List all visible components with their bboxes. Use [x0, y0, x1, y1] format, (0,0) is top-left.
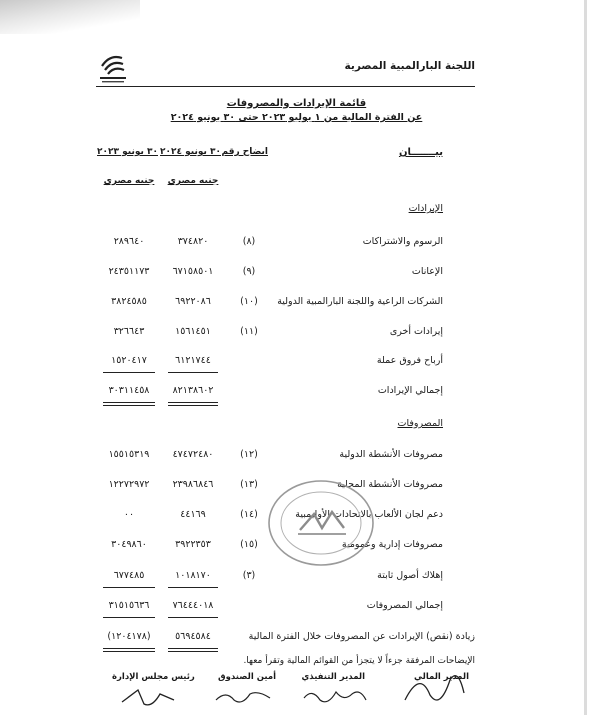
total-rule-2023: [103, 617, 155, 618]
signature-title-board-chairman: رئيس مجلس الإدارة: [112, 672, 195, 682]
signature-title-financial-manager: المدير المالي: [414, 672, 469, 682]
signature-mark-financial-manager: [400, 665, 470, 710]
column-header-statement: بيـــــــان: [398, 147, 443, 158]
column-header-2024: ٣٠ يونيو ٢٠٢٤: [160, 147, 221, 157]
header-rule: [96, 86, 475, 87]
currency-2023: جنيه مصري: [103, 176, 155, 186]
statement-period: عن الفترة المالية من ١ يوليو ٢٠٢٣ حتى ٣٠ يونيو ٢٠٢٤: [170, 112, 423, 123]
subtotal-rule-2023: [103, 587, 155, 588]
signature-title-treasurer: أمين الصندوق: [218, 672, 276, 682]
section-title-expenses: المصروفات: [397, 418, 443, 429]
statement-title: قائمة الإيرادات والمصروفات: [226, 98, 367, 109]
financial-statement-page: اللجنة البارالمبية المصرية قائمة الإيرادات والمصروفات عن الفترة المالية من ١ يوليو ٢٠٢٣ حتى ٣٠ يونيو ٢٠٢٤ بيـــــــان ايضاح رقم ٣٠ يونيو ٢٠٢٤ ٣٠ يونيو ٢٠٢٣ جنيه مصري جنيه مصري الإيرادات الرسوم والاشتراكات (٨) ٣٧٤٨٢٠ ٢٨٩٦٤٠ الإعانات (٩) ٦٧١٥٨٥٠١ ٢٤٣٥١١٧٣ الشركات الراعية واللجنة البارالمبية الدولية (١٠) ٦٩٢٢٠٨٦ ٣٨٢٤٥٨٥ إيرادات أخرى (١١) ١٥٦١٤٥١ ٣٢٦٦٤٣ أرباح فروق عملة ٦١٢١٧٤٤ ١٥٢٠٤١٧ إجمالي الإيرادات ٨٢١٣٨٦٠٢ ٣٠٣١١٤٥٨ المصروفات مصروفات الأنشطة الدولية (١٢) ٤٧٤٧٢٤٨٠ ١٥٥١٥٣١٩ مصروفات الأنشطة المحلية (١٣) ٢٣٩٨٦٨٤٦ ١٢٢٧٢٩٧٢ دعم لجان الألعاب بالاتحادات الأوليمبية (١٤) ٤٤١٦٩ ٠٠ مصروفات إدارية وعمومية (١٥) ٣٩٢٢٣٥٣ ٣٠٤٩٨٦٠ إهلاك أصول ثابتة (٣) ١٠١٨١٧٠ ٦٧٧٤٨٥ إجمالي المصروفات ٧٦٤٤٤٠١٨ ٣١٥١٥٦٣٦ زيادة (نقص) الإيرادات عن المصروفات خلال الفترة المالية ٥٦٩٤٥٨٤ (١٢٠٤١٧٨) الإيضاحات المرفقة جزءاً لا يتجزأ من القوائم المالية وتقرأ معها. المدير المالي المدير التنفيذي أمين الصندوق رئيس مجلس الإدارة: [0, 0, 593, 715]
signature-title-executive-manager: المدير التنفيذي: [301, 672, 365, 682]
signature-mark-board-chairman: [118, 684, 178, 710]
column-header-note: ايضاح رقم: [221, 147, 268, 157]
subtotal-rule-2024: [168, 372, 218, 373]
net-double-rule-2023: [103, 648, 155, 649]
subtotal-rule-2024: [168, 587, 218, 588]
total-rule-2024: [168, 617, 218, 618]
total-double-rule-2023: [103, 402, 155, 403]
signature-mark-executive-manager: [300, 684, 370, 708]
subtotal-rule-2023: [103, 372, 155, 373]
net-double-rule-2024: [168, 648, 218, 649]
total-double-rule-2024: [168, 402, 218, 403]
column-header-2023: ٣٠ يونيو ٢٠٢٣: [97, 147, 158, 157]
page-fold-shadow: [0, 0, 140, 34]
signature-mark-treasurer: [212, 684, 274, 708]
paralympic-logo-icon: [96, 50, 130, 86]
official-stamp-icon: [266, 478, 376, 568]
currency-2024: جنيه مصري: [167, 176, 219, 186]
footnote: الإيضاحات المرفقة جزءاً لا يتجزأ من القوائم المالية وتقرأ معها.: [243, 656, 475, 666]
section-title-revenue: الإيرادات: [408, 203, 443, 214]
organization-name: اللجنة البارالمبية المصرية: [344, 60, 475, 72]
